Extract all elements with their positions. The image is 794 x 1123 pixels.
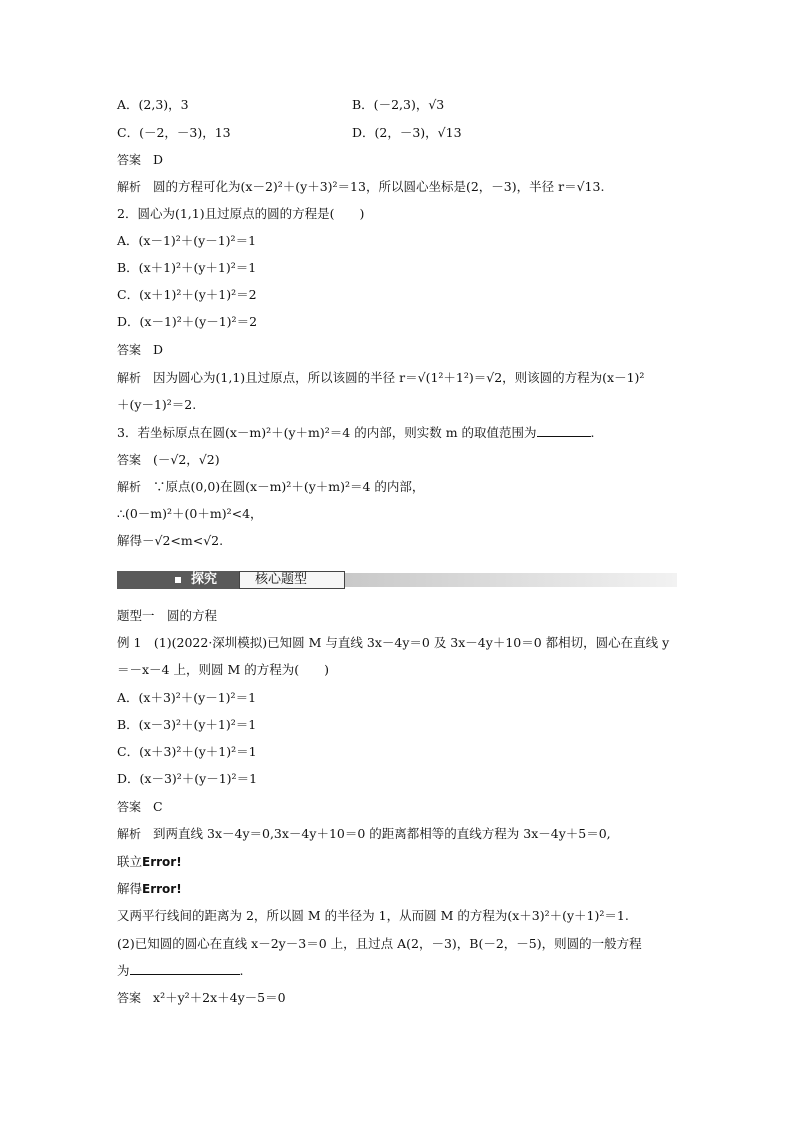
q3-analysis-line-2: ∴(0－m)²＋(0＋m)²<4， (117, 506, 263, 521)
q3-analysis-text-1: ∵原点(0,0)在圆(x－m)²＋(y＋m)²＝4 的内部， (153, 479, 425, 494)
analysis-label: 解析 (117, 480, 142, 494)
example1-solve (117, 880, 182, 898)
example1-option-d: D．(x－3)²＋(y－1)²＝1 (117, 771, 258, 786)
example1-option-b: B．(x－3)²＋(y＋1)²＝1 (117, 717, 257, 732)
q3-answer (117, 451, 220, 469)
q1-answer (117, 151, 163, 169)
example2-answer-blank (130, 962, 240, 975)
analysis-label: 解析 (117, 180, 142, 194)
q2-answer (117, 341, 163, 359)
q1-analysis-text: 圆的方程可化为(x－2)²＋(y＋3)²＝13，所以圆心坐标是(2，－3)，半径 r＝√13. (153, 179, 605, 194)
q3-stem (117, 424, 595, 442)
example1-analysis-line-1 (117, 825, 611, 843)
type1-title: 题型一 圆的方程 (117, 608, 218, 623)
example1-line-2: ＝－x－4 上，则圆 M 的方程为( ) (117, 662, 329, 677)
square-bullet-icon (175, 577, 181, 583)
example1-answer-value: C (153, 799, 163, 814)
error-text-2: Error! (142, 882, 182, 896)
example2-answer (117, 989, 286, 1007)
q2-option-a: A．(x－1)²＋(y－1)²＝1 (117, 233, 257, 248)
example1-analysis-text-1: 到两直线 3x－4y＝0,3x－4y＋10＝0 的距离都相等的直线方程为 3x－4y＋5＝0, (153, 826, 611, 841)
q1-option-a: A．(2,3)，3 (117, 97, 189, 112)
section-banner (117, 569, 677, 591)
q2-analysis-line-2: ＋(y－1)²＝2. (117, 397, 197, 412)
answer-label: 答案 (117, 453, 142, 467)
example2-answer-value: x²＋y²＋2x＋4y－5＝0 (153, 990, 286, 1005)
q2-option-b: B．(x＋1)²＋(y＋1)²＝1 (117, 260, 257, 275)
q3-analysis-line-3: 解得－√2<m<√2. (117, 533, 224, 548)
answer-label: 答案 (117, 991, 142, 1005)
solve-label: 解得 (117, 881, 143, 896)
q2-analysis-text-1: 因为圆心为(1,1)且过原点，所以该圆的半径 r＝√(1²＋1²)＝√2，则该圆的方程为(x－1)² (153, 370, 645, 385)
example1-joint (117, 853, 182, 871)
example2-line-2-text: 为 (117, 963, 130, 978)
q3-stem-end: . (590, 425, 595, 440)
q2-stem: 2．圆心为(1,1)且过原点的圆的方程是( ) (117, 206, 365, 221)
q2-option-c: C．(x＋1)²＋(y＋1)²＝2 (117, 287, 257, 302)
analysis-label: 解析 (117, 827, 142, 841)
q1-answer-value: D (153, 152, 164, 167)
example1-answer (117, 798, 163, 816)
example1-option-a: A．(x＋3)²＋(y－1)²＝1 (117, 690, 257, 705)
q3-answer-value: (－√2，√2) (153, 452, 220, 467)
example1-analysis-line-2: 又两平行线间的距离为 2，所以圆 M 的半径为 1，从而圆 M 的方程为(x＋3)²＋(y＋1)²＝1. (117, 908, 629, 923)
answer-label: 答案 (117, 153, 142, 167)
q1-analysis (117, 178, 604, 196)
example1-option-c: C．(x＋3)²＋(y＋1)²＝1 (117, 744, 257, 759)
q3-stem-text: 3．若坐标原点在圆(x－m)²＋(y＋m)²＝4 的内部，则实数 m 的取值范围为 (117, 425, 537, 440)
q3-analysis-line-1 (117, 478, 424, 496)
q1-option-c: C．(－2，－3)，13 (117, 125, 231, 140)
example2-line-2-end: . (239, 963, 244, 978)
answer-label: 答案 (117, 800, 142, 814)
example1-line-1: 例 1 (1)(2022·深圳模拟)已知圆 M 与直线 3x－4y＝0 及 3x－4y＋10＝0 都相切，圆心在直线 y (117, 635, 670, 650)
banner-title-right: 核心题型 (255, 572, 308, 587)
q1-option-d: D．(2，－3)，√13 (352, 125, 462, 140)
error-text-1: Error! (142, 855, 182, 869)
q2-analysis-line-1 (117, 369, 644, 387)
q2-answer-value: D (153, 342, 164, 357)
q3-answer-blank (537, 424, 591, 437)
example2-line-1: (2)已知圆的圆心在直线 x－2y－3＝0 上，且过点 A(2，－3)，B(－2，－5)，则圆的一般方程 (117, 936, 642, 951)
example2-line-2 (117, 962, 244, 980)
answer-label: 答案 (117, 343, 142, 357)
banner-title-left: 探究 (191, 572, 218, 587)
joint-label: 联立 (117, 854, 143, 869)
analysis-label: 解析 (117, 371, 142, 385)
q1-option-b: B．(－2,3)，√3 (352, 97, 445, 112)
q2-option-d: D．(x－1)²＋(y－1)²＝2 (117, 314, 258, 329)
